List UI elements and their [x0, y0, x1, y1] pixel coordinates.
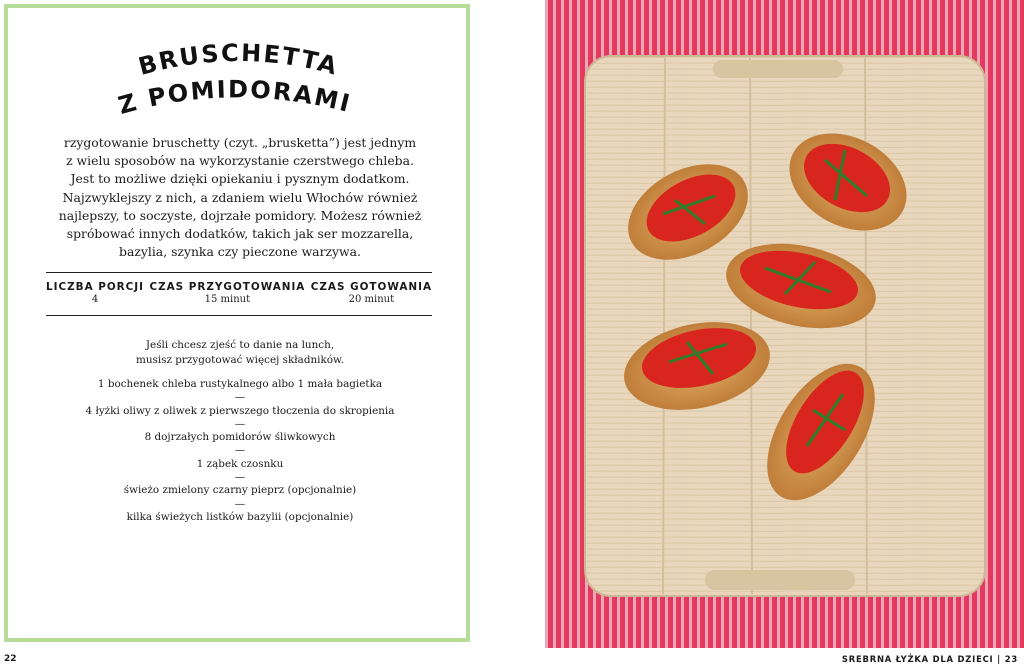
cook-time-label: CZAS GOTOWANIA: [310, 281, 432, 293]
intro-line: z wielu sposobów na wykorzystanie czerstwego chleba.: [66, 153, 414, 169]
recipe-title: [100, 28, 380, 128]
ingredient-text: świeżo zmielony czarny pieprz (opcjonalnie): [123, 484, 357, 497]
ingredient-text: 1 bochenek chleba rustykalnego albo 1 mała bagietka: [97, 378, 383, 390]
servings-label: LICZBA PORCJI: [46, 281, 145, 293]
intro-line: Najzwyklejszy z nich, a zdaniem wielu Włochów również: [62, 189, 418, 205]
lunch-note: [50, 338, 430, 367]
servings-value: 4: [91, 294, 99, 305]
ingredient-separator: —: [234, 497, 246, 510]
intro-line: rzygotowanie bruschetty (czyt. „brusketta”) jest jednym: [63, 135, 417, 150]
ingredient-item: [50, 378, 430, 391]
page-number-left: 22: [4, 654, 17, 664]
ingredient-list: [50, 378, 430, 524]
intro-line: spróbować innych dodatków, takich jak ser mozzarella,: [66, 226, 414, 242]
ingredient-text: 8 dojrzałych pomidorów śliwkowych: [144, 431, 336, 444]
ingredient-item: [50, 431, 430, 444]
ingredient-separator: —: [234, 391, 246, 404]
cutting-board: [585, 56, 985, 596]
ingredient-text: kilka świeżych listków bazylii (opcjonalnie): [126, 510, 354, 523]
meta-bottom-rule: [46, 315, 432, 316]
servings: [46, 281, 144, 305]
prep-time-value: 15 minut: [204, 294, 251, 305]
ingredient-separator: —: [234, 417, 246, 430]
intro-line: najlepszy, to soczyste, dojrzałe pomidory. Możesz również: [58, 207, 422, 223]
intro-line: Jest to możliwe dzięki opiekaniu i pysznym dodatkom.: [70, 171, 410, 187]
intro-line: bazylia, szynka czy pieczone warzywa.: [119, 244, 361, 260]
intro-paragraph: [50, 134, 430, 261]
meta-top-rule: [46, 272, 432, 273]
page-footer-right: SREBRNA ŁYŻKA DLA DZIECI | 23: [841, 654, 1018, 664]
ingredient-item: [50, 484, 430, 497]
ingredient-item: [50, 511, 430, 524]
cook-time-value: 20 minut: [348, 294, 395, 305]
ingredient-separator: —: [234, 444, 246, 457]
photo-illustration: [545, 0, 1024, 648]
prep-time-label: CZAS PRZYGOTOWANIA: [149, 281, 306, 293]
lunch-note-line: Jeśli chcesz zjeść to danie na lunch,: [145, 339, 335, 351]
ingredient-text: 1 ząbek czosnku: [196, 457, 284, 470]
recipe-title-line2: Z POMIDORAMI: [115, 75, 355, 120]
bruschetta-photo: [545, 0, 1024, 648]
ingredient-item: [50, 458, 430, 471]
recipe-title-line1: BRUSCHETTA: [135, 38, 342, 81]
ingredient-separator: —: [234, 471, 246, 484]
recipe-meta: [46, 281, 432, 305]
cook-time: [311, 281, 432, 305]
ingredient-item: [50, 405, 430, 418]
lunch-note-line: musisz przygotować więcej składników.: [135, 353, 345, 366]
ingredient-text: 4 łyżki oliwy z oliwek z pierwszego tłoczenia do skropienia: [85, 404, 395, 417]
prep-time: [149, 281, 305, 305]
